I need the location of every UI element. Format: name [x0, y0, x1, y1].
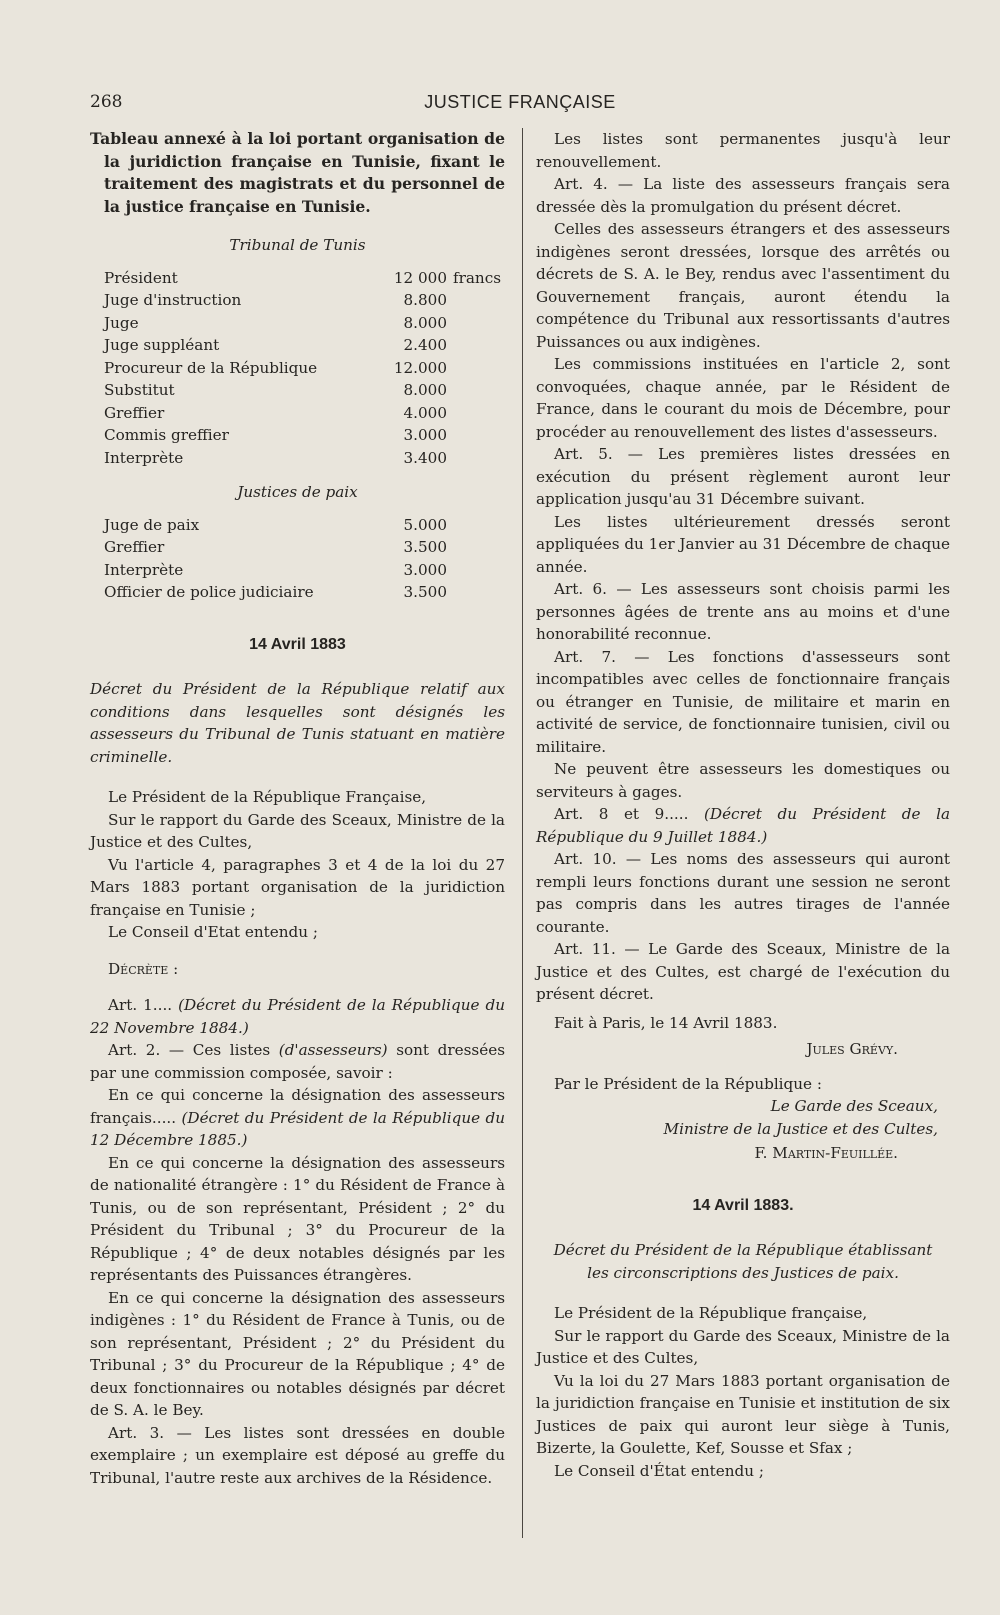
right-column: [536, 128, 950, 1482]
row-value: 2.400: [403, 336, 447, 354]
table-row: [90, 357, 505, 380]
table-row: [90, 536, 505, 559]
row-value: 3.500: [403, 583, 447, 601]
table-row: [90, 334, 505, 357]
row-value: 8.000: [403, 313, 447, 332]
table-title: Tableau annexé à la loi portant organisation de la juridiction française en Tunisie, fixant le traitement des magistrats et du personnel de la justice française en Tunisie.: [90, 129, 505, 216]
row-label: Juge suppléant: [104, 336, 220, 354]
signature-martin-feuillee: F. Martin-Feuillée.: [754, 1144, 898, 1162]
row-value: 3.400: [403, 448, 447, 467]
table-row: [90, 581, 505, 604]
table-row: [90, 379, 505, 402]
table-row: [90, 559, 505, 582]
row-label: Juge de paix: [104, 515, 200, 534]
paragraph: Les listes ultérieurement dressés seront appliquées du 1er Janvier au 31 Décembre de chaque année.: [536, 512, 950, 576]
article-6: Art. 6. — Les assesseurs sont choisis parmi les personnes âgées de trente ans au moins et d'une honorabilité reconnue.: [536, 580, 950, 643]
paragraph: Celles des assesseurs étrangers et des assesseurs indigènes seront dressées, lorsque des arrêtés ou décrets de S. A. le Bey, rendus avec l'assentiment du Gouvernement français, auront étendu la compétence du Tribunal aux ressortissants d'autres Puissances ou aux indigènes.: [536, 220, 950, 351]
decrete-heading: Décrète :: [108, 959, 179, 978]
row-value: 3.000: [403, 560, 447, 579]
fait-a-paris: Fait à Paris, le 14 Avril 1883.: [554, 1013, 778, 1032]
tribunal-heading: Tribunal de Tunis: [229, 236, 366, 254]
running-head: JUSTICE FRANÇAISE: [424, 92, 616, 112]
decree-date: 14 Avril 1883.: [692, 1196, 794, 1214]
row-label: Officier de police judiciaire: [104, 583, 314, 601]
decree-summary: Décret du Président de la République relatif aux conditions dans lesquelles sont désignés les assesseurs du Tribunal de Tunis statuant en matière criminelle.: [90, 680, 505, 766]
ministre-line: Ministre de la Justice et des Cultes,: [663, 1119, 938, 1138]
row-label: Procureur de la République: [104, 358, 318, 377]
row-value: 8.000: [403, 381, 447, 399]
table-row: [90, 289, 505, 312]
article-4: Art. 4. — La liste des assesseurs français sera dressée dès la promulgation du présent décret.: [536, 175, 950, 216]
paragraph: Les listes sont permanentes jusqu'à leur renouvellement.: [536, 130, 950, 171]
table-row: [90, 447, 505, 470]
row-value: 12 000: [393, 268, 447, 287]
article-5: Art. 5. — Les premières listes dressées en exécution du présent règlement auront leur application jusqu'au 31 Décembre suivant.: [536, 445, 950, 508]
paragraph: En ce qui concerne la désignation des assesseurs français..... (Décret du Président de la République du 12 Décembre 1885.): [90, 1086, 505, 1149]
table-row: [90, 402, 505, 425]
article-1: Art. 1.... (Décret du Président de la République du 22 Novembre 1884.): [90, 996, 505, 1037]
article-3: Art. 3. — Les listes sont dressées en double exemplaire ; un exemplaire est déposé au greffe du Tribunal, l'autre reste aux archives de la Résidence.: [90, 1423, 505, 1487]
paragraph: Par le Président de la République :: [554, 1074, 822, 1093]
article-11: Art. 11. — Le Garde des Sceaux, Ministre de la Justice et des Cultes, est chargé de l'exécution du présent décret.: [536, 940, 950, 1003]
table-row: [90, 267, 505, 290]
row-value: 12.000: [393, 358, 447, 377]
article-10: Art. 10. — Les noms des assesseurs qui auront rempli leurs fonctions durant une session ne seront pas compris dans les autres tirages de l'année courante.: [536, 850, 950, 936]
row-value: 8.800: [403, 291, 447, 309]
row-value: 3.000: [403, 426, 447, 444]
row-label: Interprète: [104, 448, 184, 467]
paragraph: En ce qui concerne la désignation des assesseurs indigènes : 1° du Résident de France à Tunis, ou de son représentant, Président ; 2° du Président du Tribunal ; 3° du Procureur de la République ; 4° de deux fonctionnaires ou notables désignés par décret de S. A. le Bey.: [90, 1288, 505, 1419]
signature-grevy: Jules Grévy.: [806, 1040, 898, 1058]
row-label: Juge d'instruction: [104, 291, 242, 309]
column-rule: [522, 128, 523, 1538]
paragraph: Vu l'article 4, paragraphes 3 et 4 de la loi du 27 Mars 1883 portant organisation de la juridiction française en Tunisie ;: [90, 855, 505, 919]
row-label: Président: [104, 268, 178, 287]
page-number: 268: [90, 92, 123, 112]
row-label: Greffier: [104, 538, 165, 556]
row-label: Commis greffier: [104, 426, 229, 444]
row-label: Substitut: [104, 381, 175, 399]
tribunal-salary-table: [90, 267, 505, 470]
paragraph: Ne peuvent être assesseurs les domestiques ou serviteurs à gages.: [536, 760, 950, 801]
article-8-9: Art. 8 et 9..... (Décret du Président de la République du 9 Juillet 1884.): [536, 805, 950, 846]
row-label: Interprète: [104, 560, 184, 579]
justices-heading: Justices de paix: [237, 483, 358, 501]
paragraph: Le Conseil d'Etat entendu ;: [108, 923, 318, 941]
paragraph: Vu la loi du 27 Mars 1883 portant organisation de la juridiction française en Tunisie et institution de six Justices de paix qui auront leur siège à Tunis, Bizerte, la Goulette, Kef, Sousse et Sfax ;: [536, 1371, 950, 1457]
paragraph: Les commissions instituées en l'article 2, sont convoquées, chaque année, par le Résident de France, dans le courant du mois de Décembre, pour procéder au renouvellement des listes d'assesseurs.: [536, 355, 950, 441]
article-7: Art. 7. — Les fonctions d'assesseurs sont incompatibles avec celles de fonctionnaire français ou étranger en Tunisie, de militaire et marin en activité de service, de fonctionnaire tunisien, civil ou militaire.: [536, 647, 950, 756]
row-value: 5.000: [403, 515, 447, 534]
table-row: [90, 312, 505, 335]
paragraph: Le Conseil d'État entendu ;: [554, 1461, 764, 1480]
row-label: Juge: [104, 313, 139, 332]
row-unit: francs: [453, 268, 502, 287]
left-column: [90, 128, 505, 1489]
paragraph: En ce qui concerne la désignation des assesseurs de nationalité étrangère : 1° du Résident de France à Tunis, ou de son représentant, Président ; 2° du Président du Tribunal ; 3° du Procureur de la République ; 4° de deux notables désignés par les représentants des Puissances étrangères.: [90, 1153, 505, 1284]
paragraph: Sur le rapport du Garde des Sceaux, Ministre de la Justice et des Cultes,: [536, 1326, 950, 1367]
decree-summary: Décret du Président de la République établissant les circonscriptions des Justices de paix.: [553, 1241, 933, 1282]
justices-salary-table: [90, 514, 505, 604]
row-value: 3.500: [403, 538, 447, 556]
garde-des-sceaux-line: Le Garde des Sceaux,: [770, 1097, 938, 1115]
table-row: [90, 514, 505, 537]
article-2: Art. 2. — Ces listes (d'assesseurs) sont dressées par une commission composée, savoir :: [90, 1041, 505, 1082]
page-header: [90, 92, 950, 118]
decree-date: 14 Avril 1883: [249, 635, 346, 653]
row-value: 4.000: [403, 403, 447, 422]
paragraph: Le Président de la République Française,: [108, 788, 427, 806]
row-label: Greffier: [104, 403, 165, 422]
paragraph: Le Président de la République française,: [554, 1304, 868, 1322]
table-row: [90, 424, 505, 447]
paragraph: Sur le rapport du Garde des Sceaux, Ministre de la Justice et des Cultes,: [90, 810, 505, 851]
